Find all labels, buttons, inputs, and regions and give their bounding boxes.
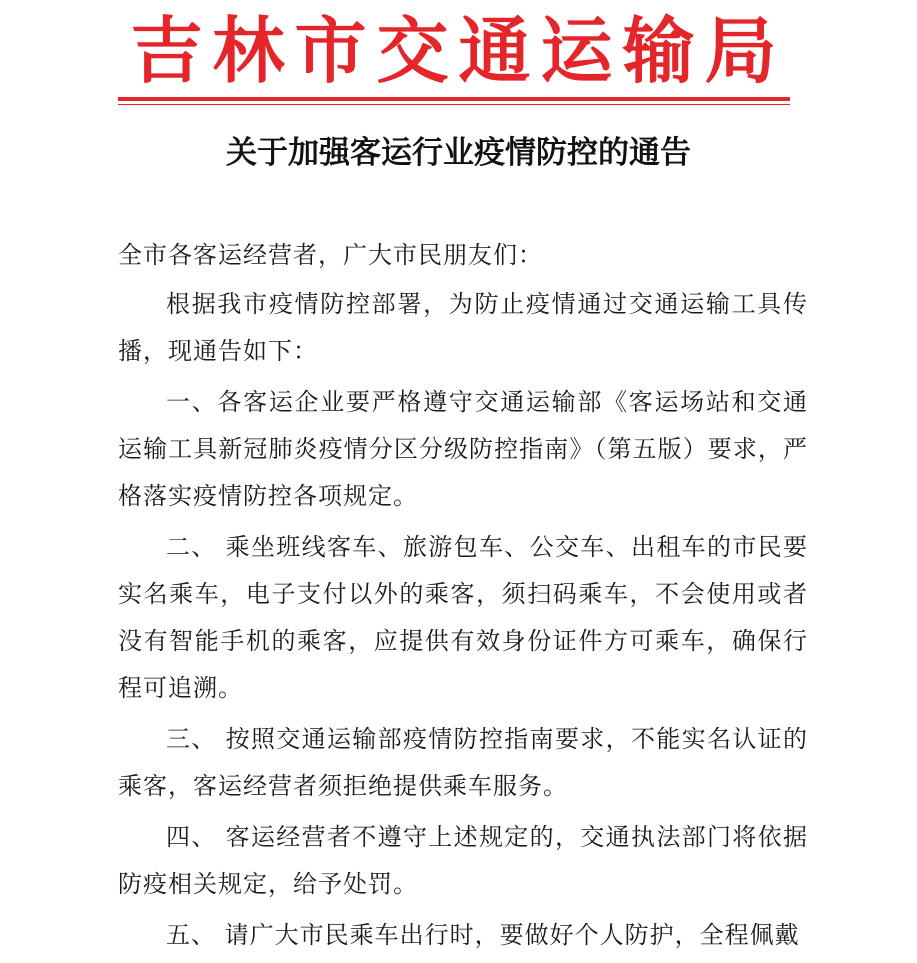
paragraph-item-5: 五、 请广大市民乘车出行时，要做好个人防护，全程佩戴 <box>166 921 800 949</box>
agency-masthead: 吉林市交通运输局 <box>130 8 787 93</box>
paragraph-item-1: 一、各客运企业要严格遵守交通运输部《客运场站和交通运输工具新冠肺炎疫情分区分级防控指南》（第五版）要求，严格落实疫情防控各项规定。 <box>118 388 808 510</box>
paragraph-item-3: 三、 按照交通运输部疫情防控指南要求，不能实名认证的乘客，客运经营者须拒绝提供乘车服务。 <box>118 725 808 800</box>
salutation: 全市各客运经营者，广大市民朋友们： <box>118 241 543 269</box>
paragraph-item-4: 四、 客运经营者不遵守上述规定的，交通执法部门将依据防疫相关规定，给予处罚。 <box>118 823 808 898</box>
masthead-red-rule-thick <box>118 97 790 101</box>
masthead-red-rule-thin <box>118 104 790 105</box>
notice-body <box>118 232 808 963</box>
paragraph-intro: 根据我市疫情防控部署，为防止疫情通过交通运输工具传播，现通告如下： <box>118 290 808 365</box>
notice-title: 关于加强客运行业疫情防控的通告 <box>226 135 691 171</box>
paragraph-item-2: 二、 乘坐班线客车、旅游包车、公交车、出租车的市民要实名乘车，电子支付以外的乘客，须扫码乘车，不会使用或者没有智能手机的乘客，应提供有效身份证件方可乘车，确保行程可追溯。 <box>118 533 808 702</box>
